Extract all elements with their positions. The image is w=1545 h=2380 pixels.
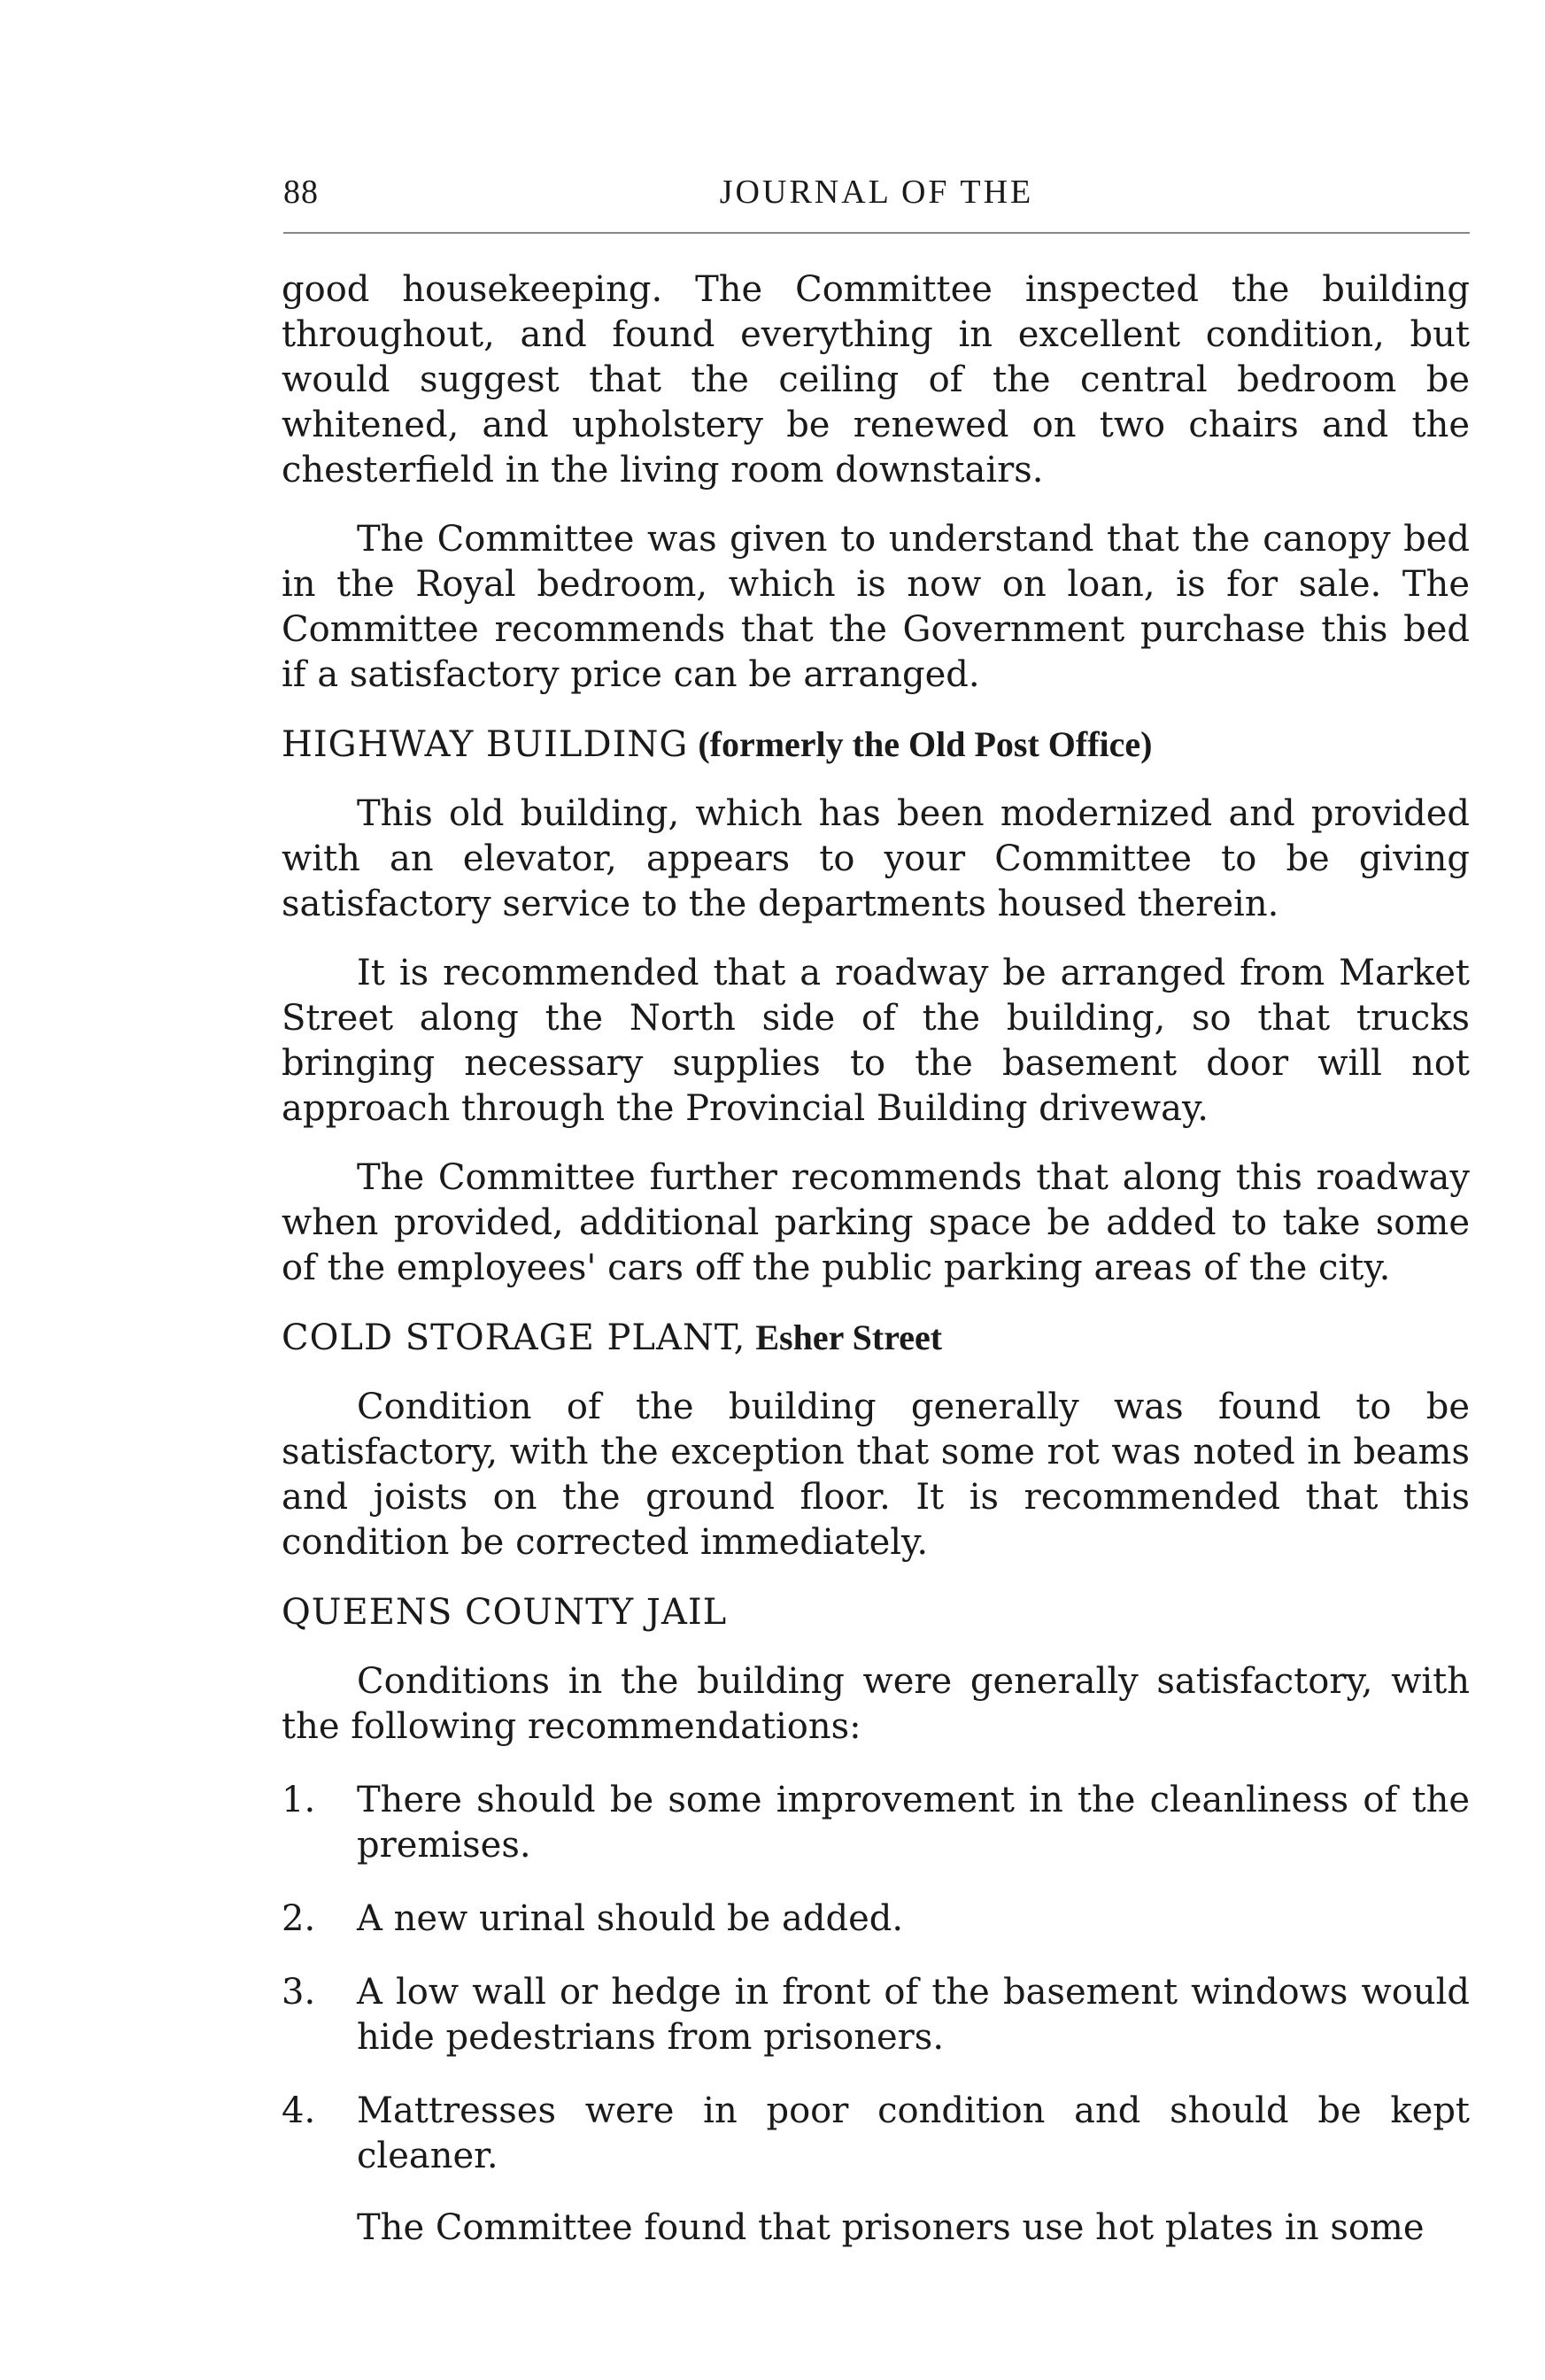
heading-cold-storage [282,1315,1470,1361]
list-item [282,1970,1470,2060]
paragraph-parking: The Committee further recommends that along this roadway when provided, additional parking space be added to take some of the employees' cars off the public parking areas of the city. [282,1157,1470,1288]
list-item-text: There should be some improvement in the cleanliness of the premises. [357,1780,1470,1866]
paragraph-hot-plates: The Committee found that prisoners use hot plates in some [357,2207,1425,2248]
body-text [282,267,1470,2251]
paragraph-jail-conditions: Conditions in the building were generally satisfactory, with the following recommendations: [282,1661,1470,1747]
paragraph-cold-storage: Condition of the building generally was found to be satisfactory, with the exception that some rot was noted in beams and joists on the ground floor. It is recommended that this condition be corrected immediately. [282,1387,1470,1563]
heading-queens-county-jail [282,1589,1470,1635]
list-item-number: 3. [282,1972,316,2013]
running-head [283,173,1470,226]
list-item [282,1897,1470,1942]
journal-title: JOURNAL OF THE [719,174,1034,211]
heading-jail-main: QUEENS COUNTY JAIL [282,1592,728,1633]
heading-cold-main: COLD STORAGE PLANT, [282,1318,746,1358]
heading-highway-building [282,722,1470,768]
list-item-number: 2. [282,1898,316,1939]
heading-cold-sub: Esher Street [755,1318,943,1357]
paragraph-roadway: It is recommended that a roadway be arranged from Market Street along the North side of the building, so that trucks bringing necessary supplies to the basement door will not approach through the Provincial Building driveway. [282,953,1470,1129]
heading-highway-main: HIGHWAY BUILDING [282,724,689,765]
list-item-text: A new urinal should be added. [357,1898,904,1939]
paragraph-housekeeping: good housekeeping. The Committee inspected the building throughout, and found everything in excellent condition, but would suggest that the ceiling of the central bedroom be whitened, and upholstery be renewed on two chairs and the chesterfield in the living room downstairs. [282,269,1470,491]
page-number: 88 [283,174,319,211]
list-item-text: Mattresses were in poor condition and should be kept cleaner. [357,2090,1470,2176]
paragraph-highway-elevator: This old building, which has been modernized and provided with an elevator, appears to your Committee to be giving satisfactory service to the departments housed therein. [282,793,1470,924]
list-item-number: 4. [282,2090,316,2131]
heading-highway-sub: (formerly the Old Post Office) [698,724,1153,764]
recommendations-list [282,1778,1470,2179]
header-rule [283,232,1470,234]
list-item [282,1778,1470,1868]
list-item-text: A low wall or hedge in front of the basement windows would hide pedestrians from prisoners. [357,1972,1470,2058]
paragraph-canopy-bed: The Committee was given to understand that the canopy bed in the Royal bedroom, which is now on loan, is for sale. The Committee recommends that the Government purchase this bed if a satisfactory price can be arranged. [282,519,1470,695]
list-item-number: 1. [282,1780,316,1820]
list-item [282,2089,1470,2179]
